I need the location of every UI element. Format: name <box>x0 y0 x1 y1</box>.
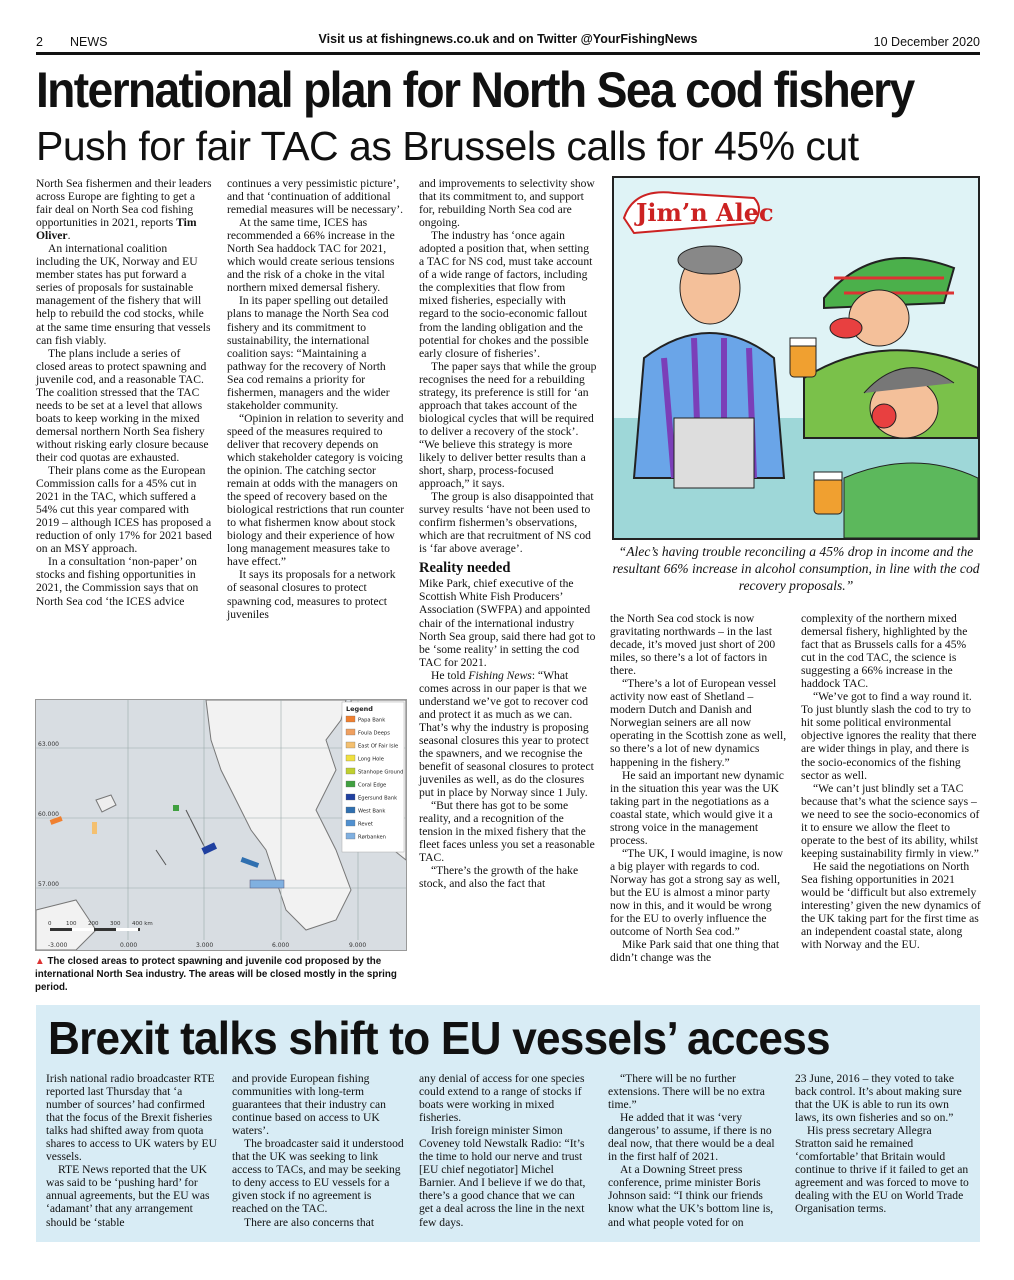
text: : “What comes across in our paper is that we understand we’ve got to recover cod and protect it as much as we can. That’s why the industry is proposing seasonal closures this year to protect the spawners, and we recognise the benefit of seasonal closures to protect juveniles as well, as do the closures put in place by Norway since 1 July. <box>419 668 594 800</box>
publication-name: Fishing News <box>468 668 532 682</box>
legend-swatch <box>346 794 355 800</box>
article-column-1 <box>36 177 212 608</box>
paragraph: The broadcaster said it understood that the UK was seeking to link access to TACs, and may be seeking to deny access to EU vessels for a given stock if no agreement is reached on the TAC. <box>232 1137 404 1216</box>
paragraph: “There will be no further extensions. There will be no extra time.” <box>608 1072 765 1112</box>
byline-author: Tim Oliver <box>36 216 197 243</box>
promo-line: Visit us at fishingnews.co.uk and on Twitter @YourFishingNews <box>318 32 698 46</box>
paragraph: any denial of access for one species could extend to a range of stocks if boats were working in mixed fisheries. <box>419 1072 585 1125</box>
paragraph: The paper says that while the group recognises the need for a rebuilding strategy, its preference is still for ‘an approach that takes account of the biological cycles that will be required to deliver a recovery of the stock’. “We believe this strategy is more likely to deliver better results than a short, sharp, process-focused approach,” it says. <box>419 359 597 491</box>
brexit-column-2 <box>232 1072 404 1229</box>
paragraph: Irish national radio broadcaster RTE reported last Thursday that ‘a number of sources’ had confirmed that the focus of the Brexit fisheries talks had shifted away from quota shares to access to UK waters by EU vessels. <box>46 1072 217 1164</box>
paragraph: In its paper spelling out detailed plans to manage the North Sea cod fishery and its commitment to sustainability, the international coalition says: “Maintaining a pathway for the recovery of North Sea cod remains a priority for fishermen, managers and the wider stakeholder community. <box>227 294 390 412</box>
paragraph: He said the negotiations on North Sea fishing opportunities in 2021 would be ‘difficult but also extremely interesting’ given the new dynamics of the UK taking part for the first time as an independent coastal state, along with Norway and the EU. <box>801 859 981 952</box>
legend-label: Rørbanken <box>358 834 386 841</box>
paragraph <box>419 669 597 799</box>
paragraph: “We’ve got to find a way round it. To just bluntly slash the cod to try to hit some political environmental objective ignores the reality that there are wider things in play, and there is the socio-economics of the fishing sector as well. <box>801 690 977 782</box>
lon-label: 9.000 <box>349 942 367 949</box>
map-drawing <box>36 700 406 950</box>
legend-swatch <box>346 781 355 787</box>
map-caption-text: The closed areas to protect spawning and juvenile cod proposed by the international North Sea industry. The areas will be closed mostly in the spring period. <box>35 956 397 993</box>
closed-area-coral-edge <box>173 805 179 811</box>
lon-label: -3.000 <box>48 942 68 949</box>
paragraph: It says its proposals for a network of seasonal closures to protect spawning cod, measures to protect juveniles <box>227 568 396 621</box>
brexit-column-1 <box>46 1072 218 1229</box>
cartoon-title: Jim’n Alec <box>636 198 774 227</box>
paragraph: In a consultation ‘non-paper’ on stocks and fishing opportunities in 2021, the Commission says that on North Sea cod ‘the ICES advice <box>36 555 199 608</box>
paragraph: At a Downing Street press conference, prime minister Boris Johnson said: “I think our friends know what the UK’s bottom line is, and what people voted for on <box>608 1163 774 1229</box>
header-rule <box>36 52 980 55</box>
lat-label: 60.000 <box>38 811 59 818</box>
issue-date: 10 December 2020 <box>873 35 980 49</box>
paragraph: 23 June, 2016 – they voted to take back control. It’s about making sure that the UK is able to run its own laws, its own fisheries and so on.” <box>795 1072 962 1125</box>
lat-label: 57.000 <box>38 881 59 888</box>
text: He told <box>431 668 469 682</box>
legend-label: East Of Fair Isle <box>358 743 399 750</box>
paragraph: “The UK, I would imagine, is now a big player with regards to cod. Norway has got a strong say as well, but the EU is almost a minor party now in this, and it would be wrong for the EU to overly influence the outcome of North Sea cod.” <box>610 846 783 939</box>
article-column-4 <box>610 612 788 964</box>
cartoon-illustration <box>612 176 980 540</box>
paragraph: “There’s a lot of European vessel activity now east of Shetland – modern Dutch and Danish and Norwegian seiners are all now operating in the Scottish zone as well, so there’s a lot of new dynamics happening in the fishery.” <box>610 677 787 769</box>
article-column-5 <box>801 612 981 951</box>
article-intro: North Sea fishermen and their leaders across Europe are fighting to get a fair deal on North Sea cod fishing opportunities in 2021, reports Tim Oliver. <box>36 177 212 243</box>
paragraph: “We can’t just blindly set a TAC because that’s what the science says – we need to see the socio-economics of it to ensure we allow the fleet to operate to the best of its ability, whilst keeping sustainability firmly in view.” <box>801 781 980 860</box>
intro-text: North Sea fishermen and their leaders across Europe are fighting to get a fair deal on North Sea cod fishing opportunities in 2021, reports <box>36 177 212 230</box>
legend-label: Stanhope Ground <box>358 769 404 776</box>
paragraph: At the same time, ICES has recommended a 66% increase in the North Sea haddock TAC for 2021, which would create serious tensions and the risk of a choke in the vital northern mixed demersal fishery. <box>227 216 395 295</box>
legend-label: Papa Bank <box>358 717 386 724</box>
legend-swatch <box>346 729 355 735</box>
legend-swatch <box>346 742 355 748</box>
paragraph: “There’s the growth of the hake stock, and also the fact that <box>419 864 579 891</box>
legend-label: West Bank <box>358 808 386 815</box>
paragraph: An international coalition including the UK, Norway and EU member states has put forward a series of proposals for sustainable management of the fishery that will help to rebuild the cod stocks, while at the same time ensuring that vessels can fish viably. <box>36 242 211 347</box>
paragraph: “But there has got to be some reality, and a recognition of the tension in the mixed fishery that the fleet faces unless you set a reasonable TAC. <box>419 799 595 865</box>
paragraph: There are also concerns that <box>244 1215 375 1229</box>
page-header <box>36 32 980 53</box>
caption-arrow-icon: ▲ <box>35 956 45 967</box>
legend-swatch <box>346 833 355 839</box>
brexit-headline: Brexit talks shift to EU vessels’ access <box>48 1012 830 1064</box>
legend-label: Revet <box>358 821 373 828</box>
page-number: 2 <box>36 35 43 49</box>
map-legend-title: Legend <box>346 705 373 713</box>
paragraph: Mike Park said that one thing that didn’t change was the <box>610 938 780 965</box>
paragraph: complexity of the northern mixed demersal fishery, highlighted by the fact that as Brussels calls for a 45% cut in the cod TAC, the science is suggesting a 66% increase in the haddock TAC. <box>801 612 968 691</box>
section-label: NEWS <box>70 35 108 49</box>
paragraph: and improvements to selectivity show that its commitment to, and support for, rebuilding North Sea cod are ongoing. <box>419 177 595 230</box>
lon-label: 6.000 <box>272 942 290 949</box>
legend-swatch <box>346 716 355 722</box>
scale-label: 100 <box>66 921 77 927</box>
lon-label: 0.000 <box>120 942 138 949</box>
article-headline: International plan for North Sea cod fishery <box>36 62 914 118</box>
paragraph: His press secretary Allegra Stratton said he remained ‘comfortable’ that Britain would continue to thrive if it failed to get an agreement and was forced to move to dealing with the EU on World Trade Organisation terms. <box>795 1124 969 1216</box>
article-subhead: Push for fair TAC as Brussels calls for 45% cut <box>36 123 859 169</box>
legend-label: Foula Deeps <box>358 730 390 737</box>
scale-label: 0 <box>48 921 52 927</box>
paragraph: Their plans come as the European Commission calls for a 45% cut in 2021 in the TAC, which suffered a 54% cut this year compared with 2019 – although ICES has proposed a reduction of only 17% for 2021 based on an MSY approach. <box>36 464 212 556</box>
scale-label: 200 <box>88 921 99 927</box>
paragraph: Irish foreign minister Simon Coveney told Newstalk Radio: “It’s the time to hold our nerve and trust [EU chief negotiator] Michel Barnier. And I believe if we do that, there’s a good chance that we can get a deal across the line in the next few days. <box>419 1124 586 1229</box>
legend-label: Egersund Bank <box>358 795 398 802</box>
paragraph: continues a very pessimistic picture’, and that ‘continuation of additional remedial measures will be necessary’. <box>227 177 404 217</box>
article-column-2 <box>227 177 405 621</box>
cartoon-drawing <box>614 178 978 538</box>
closed-area-rorbanken <box>250 880 284 888</box>
map-caption <box>35 955 411 994</box>
paragraph: The industry has ‘once again adopted a position that, when setting a TAC for NS cod, must take account of a wide range of factors, including the complexities that flow from mixed fisheries, especially with regard to the socio-economic fallout from the landing obligation and the potential for chokes and the possible early closure of fisheries’. <box>419 229 593 360</box>
legend-swatch <box>346 768 355 774</box>
legend-swatch <box>346 820 355 826</box>
brexit-column-4 <box>608 1072 780 1229</box>
paragraph: RTE News reported that the UK was said to be ‘pushing hard’ for annual agreements, but the EU was ‘adamant’ that any arrangement should be ‘stable <box>46 1163 210 1229</box>
paragraph: Mike Park, chief executive of the Scottish White Fish Producers’ Association (SWFPA) and appointed chair of the international industry North Sea group, said there had got to be ‘some reality’ in setting the cod TAC for 2021. <box>419 577 596 669</box>
legend-label: Long Hole <box>358 756 384 763</box>
scale-label: 400 km <box>132 921 153 927</box>
article-column-3 <box>419 177 597 890</box>
closed-area-east-of-fair-isle <box>92 822 97 834</box>
scale-label: 300 <box>110 921 121 927</box>
legend-swatch <box>346 755 355 761</box>
paragraph: He added that it was ‘very dangerous’ to assume, if there is no deal now, that there would be a deal in the first half of 2021. <box>608 1111 775 1164</box>
paragraph: “Opinion in relation to severity and speed of the measures required to deliver that recovery depends on which stakeholder category is voicing the opinion. The catching sector remain at odds with the managers on the speed of recovery based on the biological restrictions that run counter to what fishermen know about stock biology and their experience of how long management measures take to have effect.” <box>227 411 405 569</box>
lon-label: 3.000 <box>196 942 214 949</box>
brexit-column-3 <box>419 1072 591 1229</box>
paragraph: the North Sea cod stock is now gravitating northwards – in the last decade, it’s moved just short of 200 miles, so there’s a lot of factors in there. <box>610 612 776 678</box>
closed-areas-map <box>35 699 407 951</box>
cartoon-caption: “Alec’s having trouble reconciling a 45% drop in income and the resultant 66% increase in alcohol consumption, in line with the cod recovery proposals.” <box>612 544 980 593</box>
legend-label: Coral Edge <box>358 782 387 789</box>
brexit-column-5 <box>795 1072 971 1216</box>
lat-label: 63.000 <box>38 741 59 748</box>
subheading-reality-needed: Reality needed <box>419 560 511 577</box>
paragraph: The group is also disappointed that survey results ‘have not been used to confirm fishermen’s observations, which are that recruitment of NS cod is ‘far above average’. <box>419 490 594 556</box>
paragraph: The plans include a series of closed areas to protect spawning and juvenile cod, and a reasonable TAC. The coalition stressed that the TAC needs to be set at a level that allows boats to keep working in the mixed demersal northern North Sea fishery without risking early closure because their cod quotas are exhausted. <box>36 346 209 464</box>
legend-swatch <box>346 807 355 813</box>
paragraph: and provide European fishing communities with long-term guarantees that their industry can continue based on access to UK waters’. <box>232 1072 386 1138</box>
paragraph: He said an important new dynamic in the situation this year was the UK taking part in the negotiations as a coastal state, which would give it a strong voice in the management process. <box>610 768 784 847</box>
